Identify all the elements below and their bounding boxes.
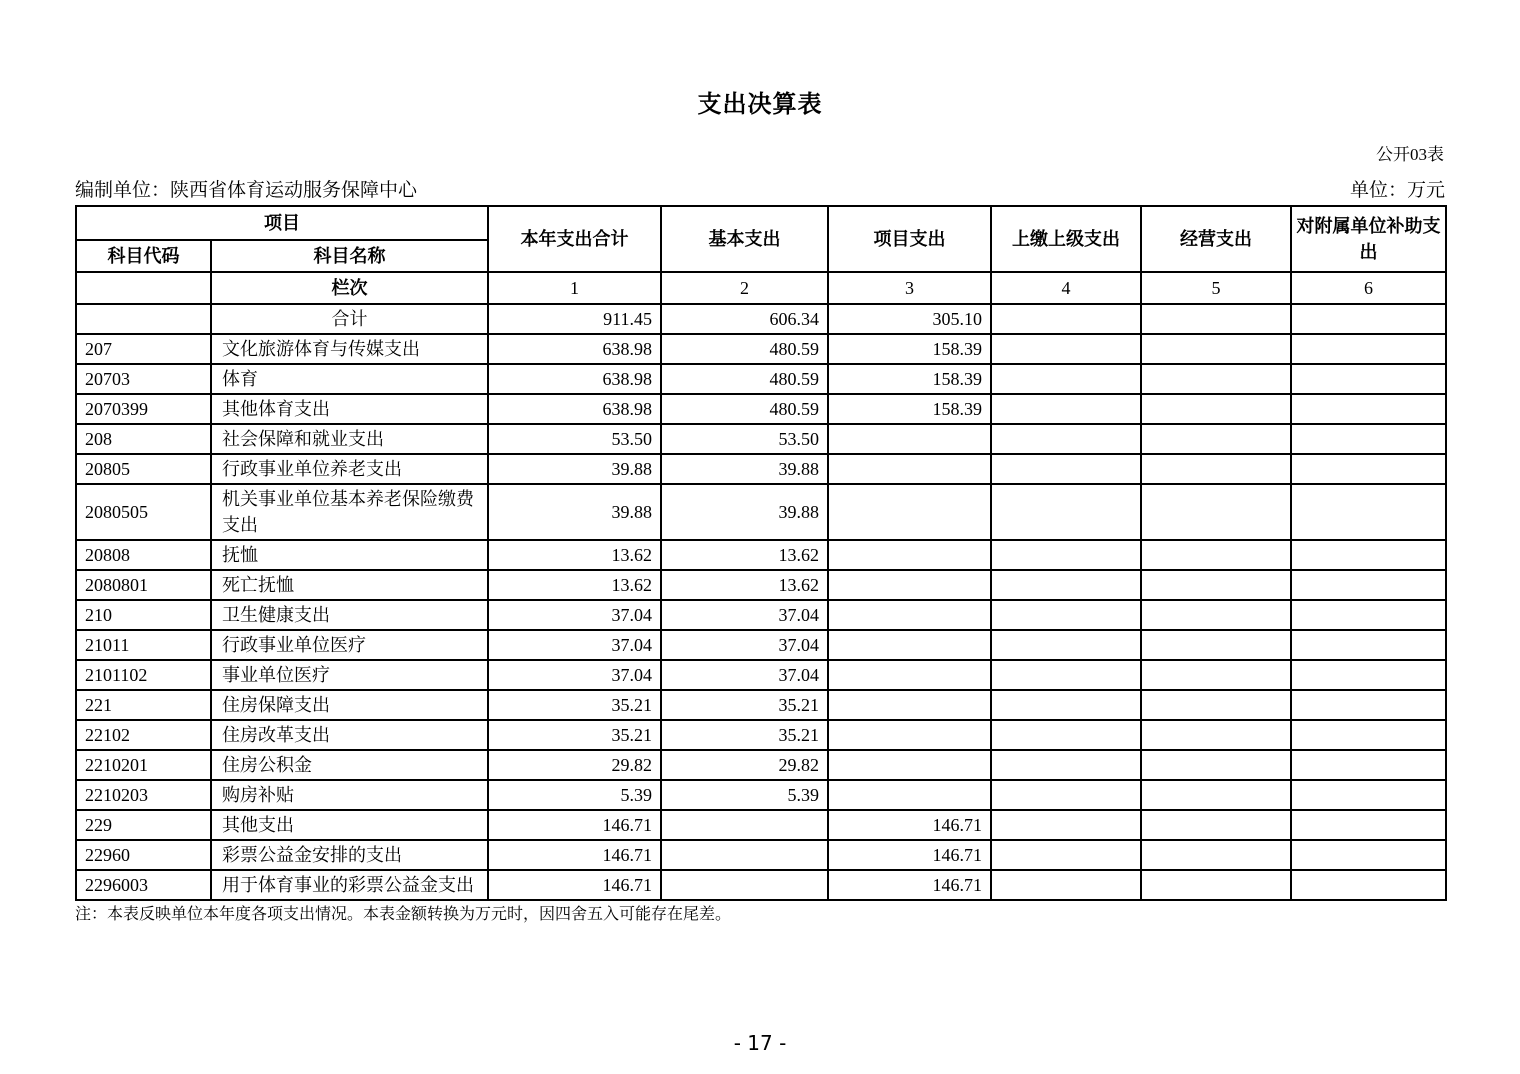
- value-cell: 39.88: [661, 454, 828, 484]
- value-cell: 146.71: [488, 870, 661, 900]
- table-row: [76, 364, 1446, 394]
- subject-name-cell: 行政事业单位养老支出: [211, 454, 488, 484]
- subject-name-cell: 合计: [211, 304, 488, 334]
- value-cell: 13.62: [488, 540, 661, 570]
- subject-code-header: 科目代码: [76, 240, 211, 272]
- subject-code-cell: 20805: [76, 454, 211, 484]
- subject-name-cell: 死亡抚恤: [211, 570, 488, 600]
- value-cell: 638.98: [488, 394, 661, 424]
- subject-code-cell: [76, 304, 211, 334]
- value-cell: [828, 600, 991, 630]
- table-row: [76, 540, 1446, 570]
- value-cell: [1291, 690, 1446, 720]
- value-cell: [661, 810, 828, 840]
- subject-code-cell: 22960: [76, 840, 211, 870]
- value-cell: 480.59: [661, 364, 828, 394]
- column-number: 4: [991, 272, 1141, 304]
- table-row: [76, 720, 1446, 750]
- table-row: [76, 630, 1446, 660]
- value-cell: 53.50: [488, 424, 661, 454]
- subject-name-cell: 体育: [211, 364, 488, 394]
- subject-code-cell: 210: [76, 600, 211, 630]
- value-cell: [1291, 750, 1446, 780]
- subject-code-cell: 229: [76, 810, 211, 840]
- value-cell: [1291, 840, 1446, 870]
- subject-name-cell: 行政事业单位医疗: [211, 630, 488, 660]
- value-cell: [1291, 394, 1446, 424]
- column-number: 6: [1291, 272, 1446, 304]
- value-cell: [1141, 364, 1291, 394]
- value-cell: [1291, 630, 1446, 660]
- value-cell: [991, 600, 1141, 630]
- value-cell: [1291, 304, 1446, 334]
- subject-name-cell: 彩票公益金安排的支出: [211, 840, 488, 870]
- value-cell: [661, 870, 828, 900]
- value-cell: [828, 424, 991, 454]
- table-row: [76, 600, 1446, 630]
- value-cell: [828, 570, 991, 600]
- subject-name-cell: 卫生健康支出: [211, 600, 488, 630]
- table-header: [76, 206, 1446, 304]
- value-cell: [1291, 780, 1446, 810]
- value-cell: [1141, 720, 1291, 750]
- table-row: [76, 750, 1446, 780]
- value-cell: 480.59: [661, 334, 828, 364]
- col-header-operating: 经营支出: [1141, 206, 1291, 272]
- subject-code-cell: 2210203: [76, 780, 211, 810]
- subject-name-cell: 社会保障和就业支出: [211, 424, 488, 454]
- table-row: [76, 780, 1446, 810]
- table-row: [76, 484, 1446, 540]
- value-cell: 37.04: [661, 600, 828, 630]
- value-cell: 37.04: [661, 630, 828, 660]
- col-header-total: 本年支出合计: [488, 206, 661, 272]
- value-cell: [661, 840, 828, 870]
- value-cell: [828, 690, 991, 720]
- value-cell: 146.71: [828, 870, 991, 900]
- table-row: [76, 840, 1446, 870]
- subject-name-cell: 住房保障支出: [211, 690, 488, 720]
- expenditure-table: [75, 205, 1447, 901]
- page-number: - 17 -: [733, 1031, 787, 1055]
- table-row: [76, 394, 1446, 424]
- value-cell: [1291, 454, 1446, 484]
- value-cell: [991, 364, 1141, 394]
- table-row: [76, 870, 1446, 900]
- value-cell: 606.34: [661, 304, 828, 334]
- column-number: 2: [661, 272, 828, 304]
- value-cell: [1291, 484, 1446, 540]
- value-cell: [1141, 424, 1291, 454]
- value-cell: 29.82: [488, 750, 661, 780]
- subject-code-cell: 2296003: [76, 870, 211, 900]
- value-cell: [991, 840, 1141, 870]
- value-cell: [1291, 334, 1446, 364]
- value-cell: [828, 484, 991, 540]
- footnote: 注：本表反映单位本年度各项支出情况。本表金额转换为万元时，因四舍五入可能存在尾差。: [75, 906, 732, 923]
- value-cell: 13.62: [661, 570, 828, 600]
- subject-code-cell: 21011: [76, 630, 211, 660]
- value-cell: [991, 780, 1141, 810]
- subject-code-cell: 2070399: [76, 394, 211, 424]
- table-row: [76, 810, 1446, 840]
- value-cell: [991, 810, 1141, 840]
- value-cell: [1291, 424, 1446, 454]
- value-cell: [991, 394, 1141, 424]
- table-row: [76, 454, 1446, 484]
- value-cell: [1141, 484, 1291, 540]
- subject-code-cell: 20703: [76, 364, 211, 394]
- value-cell: 158.39: [828, 364, 991, 394]
- value-cell: [1141, 630, 1291, 660]
- value-cell: [828, 720, 991, 750]
- value-cell: [828, 780, 991, 810]
- lanci-label: 栏次: [211, 272, 488, 304]
- subject-code-cell: 2210201: [76, 750, 211, 780]
- value-cell: 146.71: [828, 840, 991, 870]
- value-cell: 305.10: [828, 304, 991, 334]
- value-cell: [1291, 600, 1446, 630]
- col-header-subsidy: 对附属单位补助支出: [1291, 206, 1446, 272]
- subject-name-cell: 抚恤: [211, 540, 488, 570]
- value-cell: [1291, 720, 1446, 750]
- value-cell: [1141, 810, 1291, 840]
- value-cell: [828, 454, 991, 484]
- table-row: [76, 334, 1446, 364]
- value-cell: [1291, 570, 1446, 600]
- value-cell: 13.62: [488, 570, 661, 600]
- subject-name-cell: 机关事业单位基本养老保险缴费支出: [211, 484, 488, 540]
- subject-name-cell: 购房补贴: [211, 780, 488, 810]
- value-cell: 37.04: [488, 630, 661, 660]
- value-cell: [991, 484, 1141, 540]
- subject-code-cell: 22102: [76, 720, 211, 750]
- value-cell: [1141, 660, 1291, 690]
- value-cell: 37.04: [488, 660, 661, 690]
- value-cell: [1291, 540, 1446, 570]
- table-row: [76, 660, 1446, 690]
- subject-name-header: 科目名称: [211, 240, 488, 272]
- column-number: 3: [828, 272, 991, 304]
- value-cell: 35.21: [488, 690, 661, 720]
- value-cell: [991, 304, 1141, 334]
- table-row: [76, 304, 1446, 334]
- value-cell: [1141, 394, 1291, 424]
- value-cell: [828, 630, 991, 660]
- value-cell: [991, 630, 1141, 660]
- value-cell: [1141, 600, 1291, 630]
- subject-name-cell: 住房公积金: [211, 750, 488, 780]
- value-cell: 158.39: [828, 334, 991, 364]
- lanci-blank-cell: [76, 272, 211, 304]
- subject-name-cell: 事业单位医疗: [211, 660, 488, 690]
- value-cell: [1291, 810, 1446, 840]
- value-cell: 37.04: [488, 600, 661, 630]
- subject-code-cell: 2101102: [76, 660, 211, 690]
- value-cell: [991, 540, 1141, 570]
- value-cell: [1141, 454, 1291, 484]
- value-cell: 37.04: [661, 660, 828, 690]
- value-cell: 29.82: [661, 750, 828, 780]
- col-header-upper-level: 上缴上级支出: [991, 206, 1141, 272]
- value-cell: 5.39: [488, 780, 661, 810]
- value-cell: 39.88: [488, 484, 661, 540]
- table-row: [76, 424, 1446, 454]
- value-cell: 146.71: [488, 810, 661, 840]
- subject-code-cell: 2080505: [76, 484, 211, 540]
- value-cell: [1141, 540, 1291, 570]
- value-cell: [1141, 780, 1291, 810]
- table-row: [76, 570, 1446, 600]
- value-cell: [1291, 870, 1446, 900]
- table-body: [76, 304, 1446, 900]
- subject-name-cell: 用于体育事业的彩票公益金支出: [211, 870, 488, 900]
- table-info-row: [75, 175, 1445, 202]
- value-cell: [1141, 334, 1291, 364]
- value-cell: 53.50: [661, 424, 828, 454]
- value-cell: [1291, 660, 1446, 690]
- value-cell: [991, 720, 1141, 750]
- public-table-label: 公开03表: [1376, 145, 1444, 164]
- subject-code-cell: 208: [76, 424, 211, 454]
- value-cell: [828, 750, 991, 780]
- value-cell: [1141, 750, 1291, 780]
- prepared-by-label: 编制单位：陕西省体育运动服务保障中心: [75, 180, 418, 201]
- value-cell: 158.39: [828, 394, 991, 424]
- unit-label: 单位：万元: [1349, 180, 1445, 201]
- value-cell: 39.88: [661, 484, 828, 540]
- col-header-basic: 基本支出: [661, 206, 828, 272]
- subject-code-cell: 20808: [76, 540, 211, 570]
- subject-code-cell: 221: [76, 690, 211, 720]
- value-cell: 911.45: [488, 304, 661, 334]
- value-cell: 5.39: [661, 780, 828, 810]
- expenditure-table-container: [75, 205, 1445, 926]
- subject-name-cell: 住房改革支出: [211, 720, 488, 750]
- value-cell: [991, 424, 1141, 454]
- value-cell: [991, 454, 1141, 484]
- column-number: 5: [1141, 272, 1291, 304]
- value-cell: [1141, 570, 1291, 600]
- project-group-header: 项目: [76, 206, 488, 240]
- value-cell: [991, 870, 1141, 900]
- value-cell: [991, 660, 1141, 690]
- column-number: 1: [488, 272, 661, 304]
- value-cell: [991, 334, 1141, 364]
- table-row: [76, 690, 1446, 720]
- value-cell: 35.21: [661, 720, 828, 750]
- value-cell: 35.21: [661, 690, 828, 720]
- value-cell: [991, 690, 1141, 720]
- header-row-lanci: [76, 272, 1446, 304]
- subject-name-cell: 其他体育支出: [211, 394, 488, 424]
- value-cell: 146.71: [488, 840, 661, 870]
- subject-name-cell: 文化旅游体育与传媒支出: [211, 334, 488, 364]
- value-cell: 13.62: [661, 540, 828, 570]
- col-header-project-expense: 项目支出: [828, 206, 991, 272]
- value-cell: [1141, 840, 1291, 870]
- value-cell: 39.88: [488, 454, 661, 484]
- subject-code-cell: 2080801: [76, 570, 211, 600]
- value-cell: [828, 660, 991, 690]
- value-cell: 480.59: [661, 394, 828, 424]
- value-cell: [1141, 870, 1291, 900]
- value-cell: [991, 570, 1141, 600]
- value-cell: [991, 750, 1141, 780]
- subject-name-cell: 其他支出: [211, 810, 488, 840]
- value-cell: [1141, 304, 1291, 334]
- value-cell: [1291, 364, 1446, 394]
- value-cell: 35.21: [488, 720, 661, 750]
- subject-code-cell: 207: [76, 334, 211, 364]
- page-title: 支出决算表: [697, 92, 823, 118]
- header-row-project: [76, 206, 1446, 240]
- value-cell: 638.98: [488, 334, 661, 364]
- value-cell: 638.98: [488, 364, 661, 394]
- value-cell: [1141, 690, 1291, 720]
- value-cell: [828, 540, 991, 570]
- value-cell: 146.71: [828, 810, 991, 840]
